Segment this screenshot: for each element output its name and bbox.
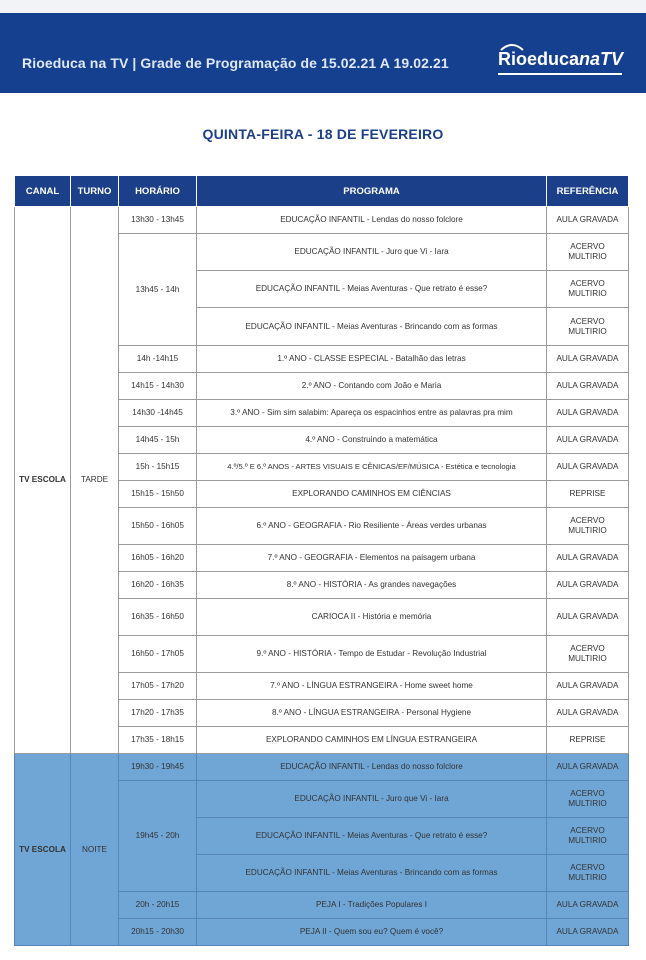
program-cell: EDUCAÇÃO INFANTIL - Lendas do nosso folclore xyxy=(197,207,547,234)
top-strip xyxy=(0,0,646,13)
reference-cell: AULA GRAVADA xyxy=(547,700,629,727)
time-cell: 19h30 - 19h45 xyxy=(119,754,197,781)
program-cell: 7.º ANO - LÍNGUA ESTRANGEIRA - Home sweet home xyxy=(197,673,547,700)
reference-cell: AULA GRAVADA xyxy=(547,400,629,427)
table-header-row xyxy=(15,176,629,207)
reference-cell: AULA GRAVADA xyxy=(547,346,629,373)
canal-cell: TV ESCOLA xyxy=(15,207,71,754)
time-cell: 17h20 - 17h35 xyxy=(119,700,197,727)
column-header-horario: HORÁRIO xyxy=(119,176,197,207)
logo-arc-icon xyxy=(500,43,524,51)
reference-cell: ACERVO MULTIRIO xyxy=(547,271,629,308)
reference-cell: AULA GRAVADA xyxy=(547,572,629,599)
program-cell: PEJA I - Tradições Populares I xyxy=(197,892,547,919)
reference-cell: ACERVO MULTIRIO xyxy=(547,855,629,892)
column-header-turno: TURNO xyxy=(71,176,119,207)
reference-cell: AULA GRAVADA xyxy=(547,673,629,700)
time-cell: 15h - 15h15 xyxy=(119,454,197,481)
time-cell: 13h45 - 14h xyxy=(119,234,197,346)
time-cell: 14h30 -14h45 xyxy=(119,400,197,427)
reference-cell: ACERVO MULTIRIO xyxy=(547,508,629,545)
time-cell: 16h50 - 17h05 xyxy=(119,636,197,673)
reference-cell: AULA GRAVADA xyxy=(547,454,629,481)
column-header-canal: CANAL xyxy=(15,176,71,207)
program-cell: 9.º ANO - HISTÓRIA - Tempo de Estudar - Revolução Industrial xyxy=(197,636,547,673)
program-cell: 4.º/5.º E 6.º ANOS - ARTES VISUAIS E CÊNICAS/EF/MÚSICA - Estética e tecnologia xyxy=(197,454,547,481)
program-cell: EDUCAÇÃO INFANTIL - Juro que Vi - Iara xyxy=(197,781,547,818)
column-header-programa: PROGRAMA xyxy=(197,176,547,207)
program-cell: 8.º ANO - HISTÓRIA - As grandes navegações xyxy=(197,572,547,599)
reference-cell: AULA GRAVADA xyxy=(547,919,629,946)
program-cell: EDUCAÇÃO INFANTIL - Meias Aventuras - Brincando com as formas xyxy=(197,855,547,892)
program-cell: EXPLORANDO CAMINHOS EM CIÊNCIAS xyxy=(197,481,547,508)
reference-cell: AULA GRAVADA xyxy=(547,599,629,636)
program-cell: 7.º ANO - GEOGRAFIA - Elementos na paisagem urbana xyxy=(197,545,547,572)
program-cell: 2.º ANO - Contando com João e Maria xyxy=(197,373,547,400)
reference-cell: REPRISE xyxy=(547,481,629,508)
time-cell: 20h15 - 20h30 xyxy=(119,919,197,946)
logo-underline xyxy=(498,73,622,75)
time-cell: 15h50 - 16h05 xyxy=(119,508,197,545)
reference-cell: REPRISE xyxy=(547,727,629,754)
reference-cell: AULA GRAVADA xyxy=(547,754,629,781)
reference-cell: AULA GRAVADA xyxy=(547,207,629,234)
program-cell: EDUCAÇÃO INFANTIL - Meias Aventuras - Que retrato é esse? xyxy=(197,818,547,855)
time-cell: 15h15 - 15h50 xyxy=(119,481,197,508)
time-cell: 16h05 - 16h20 xyxy=(119,545,197,572)
program-cell: EDUCAÇÃO INFANTIL - Meias Aventuras - Brincando com as formas xyxy=(197,308,547,346)
time-cell: 17h05 - 17h20 xyxy=(119,673,197,700)
program-cell: EDUCAÇÃO INFANTIL - Juro que Vi - Iara xyxy=(197,234,547,271)
program-cell: PEJA II - Quem sou eu? Quem é você? xyxy=(197,919,547,946)
program-cell: 3.º ANO - Sim sim salabim: Apareça os espacinhos entre as palavras pra mim xyxy=(197,400,547,427)
time-cell: 16h20 - 16h35 xyxy=(119,572,197,599)
day-title: QUINTA-FEIRA - 18 DE FEVEREIRO xyxy=(202,126,444,142)
program-cell: EXPLORANDO CAMINHOS EM LÍNGUA ESTRANGEIRA xyxy=(197,727,547,754)
reference-cell: AULA GRAVADA xyxy=(547,892,629,919)
table-row xyxy=(15,207,629,234)
program-cell: 8.º ANO - LÍNGUA ESTRANGEIRA - Personal Hygiene xyxy=(197,700,547,727)
time-cell: 17h35 - 18h15 xyxy=(119,727,197,754)
time-cell: 14h45 - 15h xyxy=(119,427,197,454)
time-cell: 16h35 - 16h50 xyxy=(119,599,197,636)
time-cell: 14h15 - 14h30 xyxy=(119,373,197,400)
canal-cell: TV ESCOLA xyxy=(15,754,71,946)
program-cell: 4.º ANO - Construindo a matemática xyxy=(197,427,547,454)
turno-cell: TARDE xyxy=(71,207,119,754)
rioeduca-logo xyxy=(498,49,623,89)
reference-cell: AULA GRAVADA xyxy=(547,373,629,400)
column-header-referencia: REFERÊNCIA xyxy=(547,176,629,207)
program-cell: CARIOCA II - História e memória xyxy=(197,599,547,636)
reference-cell: ACERVO MULTIRIO xyxy=(547,308,629,346)
program-cell: 1.º ANO - CLASSE ESPECIAL - Batalhão das letras xyxy=(197,346,547,373)
reference-cell: AULA GRAVADA xyxy=(547,427,629,454)
program-cell: 6.º ANO - GEOGRAFIA - Rio Resiliente - Áreas verdes urbanas xyxy=(197,508,547,545)
reference-cell: ACERVO MULTIRIO xyxy=(547,818,629,855)
program-cell: EDUCAÇÃO INFANTIL - Meias Aventuras - Que retrato é esse? xyxy=(197,271,547,308)
time-cell: 13h30 - 13h45 xyxy=(119,207,197,234)
reference-cell: ACERVO MULTIRIO xyxy=(547,781,629,818)
time-cell: 14h -14h15 xyxy=(119,346,197,373)
table-row xyxy=(15,754,629,781)
reference-cell: AULA GRAVADA xyxy=(547,545,629,572)
schedule-table xyxy=(14,175,629,946)
header-banner xyxy=(0,13,646,93)
logo-suffix-text: naTV xyxy=(579,49,624,69)
reference-cell: ACERVO MULTIRIO xyxy=(547,234,629,271)
time-cell: 19h45 - 20h xyxy=(119,781,197,892)
program-cell: EDUCAÇÃO INFANTIL - Lendas do nosso folclore xyxy=(197,754,547,781)
turno-cell: NOITE xyxy=(71,754,119,946)
logo-main-text: Rioeduca xyxy=(498,49,580,69)
reference-cell: ACERVO MULTIRIO xyxy=(547,636,629,673)
time-cell: 20h - 20h15 xyxy=(119,892,197,919)
header-title: Rioeduca na TV | Grade de Programação de 15.02.21 A 19.02.21 xyxy=(22,55,449,71)
